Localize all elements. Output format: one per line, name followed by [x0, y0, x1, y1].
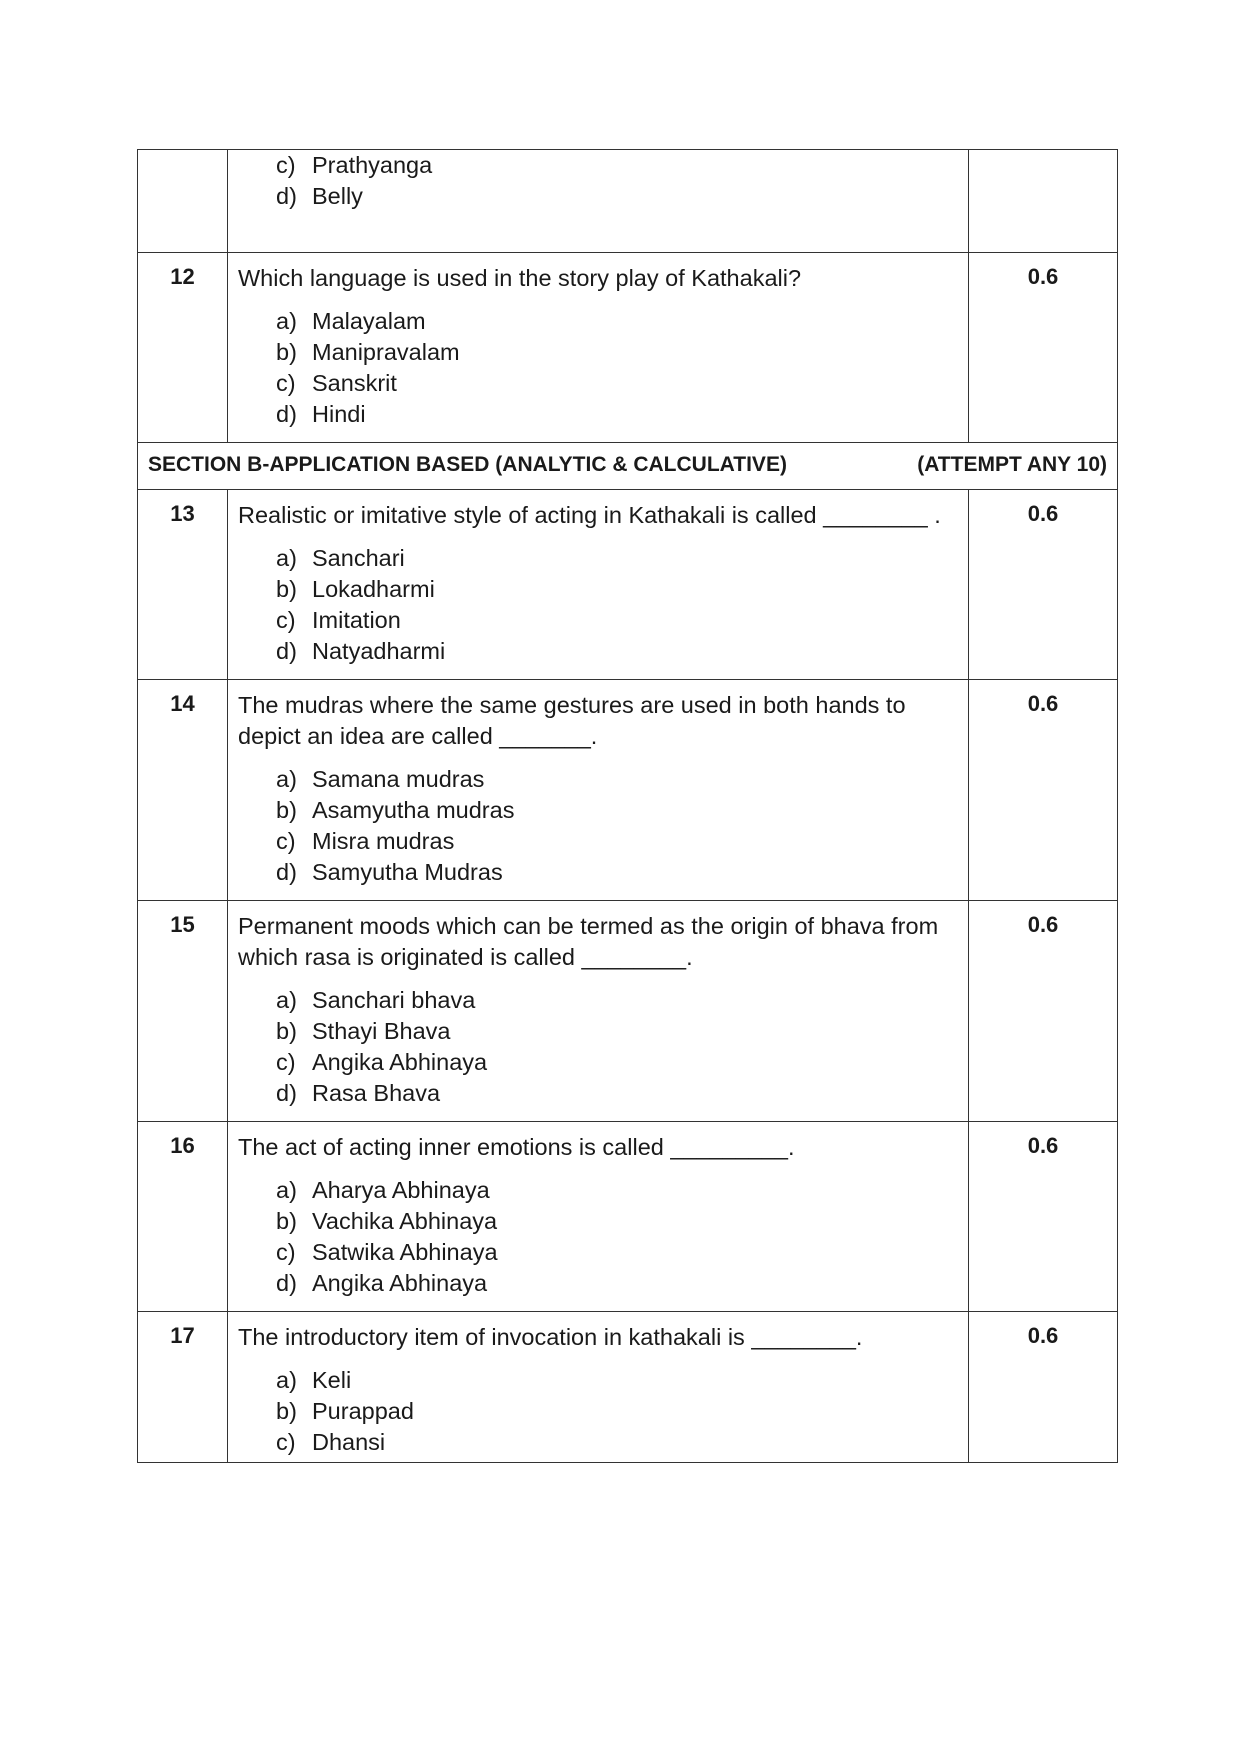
option-text: Malayalam	[312, 308, 426, 334]
option-text: Sanchari	[312, 545, 405, 571]
option-text: Misra mudras	[312, 828, 455, 854]
option-text: Samyutha Mudras	[312, 859, 503, 885]
question-cell	[228, 253, 969, 443]
option-label: a)	[276, 1177, 297, 1203]
option-label: a)	[276, 308, 297, 334]
option-label: a)	[276, 766, 297, 792]
option-text: Satwika Abhinaya	[312, 1239, 498, 1265]
option-text: Angika Abhinaya	[312, 1049, 488, 1075]
option-item	[276, 985, 958, 1016]
option-item	[276, 636, 958, 667]
options-list	[238, 1175, 958, 1299]
option-text: Asamyutha mudras	[312, 797, 515, 823]
question-text: Which language is used in the story play of Kathakali?	[238, 265, 802, 291]
question-number-cell	[138, 150, 228, 253]
option-item	[276, 1396, 958, 1427]
question-text: The introductory item of invocation in kathakali is ________.	[238, 1324, 863, 1350]
question-cell	[228, 1312, 969, 1463]
option-item	[276, 605, 958, 636]
question-number: 16	[138, 1122, 228, 1312]
section-header	[138, 443, 1118, 490]
option-label: c)	[276, 370, 296, 396]
option-label: b)	[276, 576, 297, 602]
question-marks: 0.6	[969, 901, 1118, 1122]
question-row	[138, 1312, 1118, 1463]
option-label: a)	[276, 987, 297, 1013]
question-number: 13	[138, 490, 228, 680]
option-item	[276, 1365, 958, 1396]
option-text: Dhansi	[312, 1429, 386, 1455]
question-marks: 0.6	[969, 680, 1118, 901]
options-list	[238, 306, 958, 430]
option-item	[276, 306, 958, 337]
question-cell	[228, 901, 969, 1122]
section-title: SECTION B-APPLICATION BASED (ANALYTIC & CALCULATIVE)	[148, 453, 787, 476]
question-marks: 0.6	[969, 1312, 1118, 1463]
options-list	[238, 543, 958, 667]
options-list	[238, 985, 958, 1109]
option-label: c)	[276, 1049, 296, 1075]
question-text: The mudras where the same gestures are used in both hands to depict an idea are called _______.	[238, 692, 906, 749]
option-text: Belly	[312, 183, 363, 209]
options-list	[238, 764, 958, 888]
option-item	[276, 368, 958, 399]
option-item	[276, 826, 958, 857]
option-text: Rasa Bhava	[312, 1080, 441, 1106]
option-label: d)	[276, 183, 297, 209]
option-label: c)	[276, 1239, 296, 1265]
question-number: 15	[138, 901, 228, 1122]
option-text: Hindi	[312, 401, 366, 427]
question-number: 17	[138, 1312, 228, 1463]
option-item	[276, 181, 958, 212]
section-header-row	[138, 443, 1118, 490]
option-label: c)	[276, 828, 296, 854]
option-label: d)	[276, 1080, 297, 1106]
option-item	[276, 1206, 958, 1237]
question-cell	[228, 490, 969, 680]
option-text: Manipravalam	[312, 339, 460, 365]
option-text: Natyadharmi	[312, 638, 446, 664]
option-label: d)	[276, 638, 297, 664]
option-text: Sanchari bhava	[312, 987, 476, 1013]
question-row	[138, 253, 1118, 443]
question-paper	[137, 149, 1118, 1463]
option-label: d)	[276, 1270, 297, 1296]
option-label: b)	[276, 1018, 297, 1044]
option-text: Lokadharmi	[312, 576, 435, 602]
section-note: (ATTEMPT ANY 10)	[917, 453, 1107, 476]
option-label: a)	[276, 545, 297, 571]
question-row	[138, 901, 1118, 1122]
option-label: b)	[276, 797, 297, 823]
option-item	[276, 795, 958, 826]
question-marks: 0.6	[969, 1122, 1118, 1312]
option-text: Vachika Abhinaya	[312, 1208, 498, 1234]
option-text: Purappad	[312, 1398, 414, 1424]
option-label: d)	[276, 859, 297, 885]
option-item	[276, 337, 958, 368]
option-item	[276, 857, 958, 888]
question-text: Realistic or imitative style of acting in Kathakali is called ________ .	[238, 502, 941, 528]
question-row-continued	[138, 150, 1118, 253]
question-row	[138, 680, 1118, 901]
option-item	[276, 1078, 958, 1109]
option-label: c)	[276, 1429, 296, 1455]
option-label: b)	[276, 1398, 297, 1424]
question-cell	[228, 1122, 969, 1312]
option-label: a)	[276, 1367, 297, 1393]
question-table	[137, 149, 1118, 1463]
option-item	[276, 1427, 958, 1458]
option-item	[276, 150, 958, 181]
marks-cell	[969, 150, 1118, 253]
question-text: Permanent moods which can be termed as the origin of bhava from which rasa is originated is called ________.	[238, 913, 939, 970]
option-item	[276, 543, 958, 574]
option-label: b)	[276, 1208, 297, 1234]
option-text: Keli	[312, 1367, 352, 1393]
option-label: b)	[276, 339, 297, 365]
question-row	[138, 1122, 1118, 1312]
options-list	[238, 150, 958, 212]
option-item	[276, 1175, 958, 1206]
option-text: Imitation	[312, 607, 401, 633]
option-item	[276, 574, 958, 605]
question-number: 12	[138, 253, 228, 443]
question-cell	[228, 680, 969, 901]
option-item	[276, 1047, 958, 1078]
option-item	[276, 1237, 958, 1268]
option-label: c)	[276, 607, 296, 633]
option-item	[276, 399, 958, 430]
option-text: Samana mudras	[312, 766, 485, 792]
question-marks: 0.6	[969, 253, 1118, 443]
option-item	[276, 764, 958, 795]
question-number: 14	[138, 680, 228, 901]
option-text: Sanskrit	[312, 370, 397, 396]
question-cell	[228, 150, 969, 253]
option-text: Sthayi Bhava	[312, 1018, 451, 1044]
question-marks: 0.6	[969, 490, 1118, 680]
option-text: Angika Abhinaya	[312, 1270, 488, 1296]
question-row	[138, 490, 1118, 680]
option-item	[276, 1016, 958, 1047]
option-text: Prathyanga	[312, 152, 433, 178]
question-text: The act of acting inner emotions is called _________.	[238, 1134, 795, 1160]
options-list	[238, 1365, 958, 1458]
option-label: c)	[276, 152, 296, 178]
option-item	[276, 1268, 958, 1299]
option-text: Aharya Abhinaya	[312, 1177, 490, 1203]
option-label: d)	[276, 401, 297, 427]
